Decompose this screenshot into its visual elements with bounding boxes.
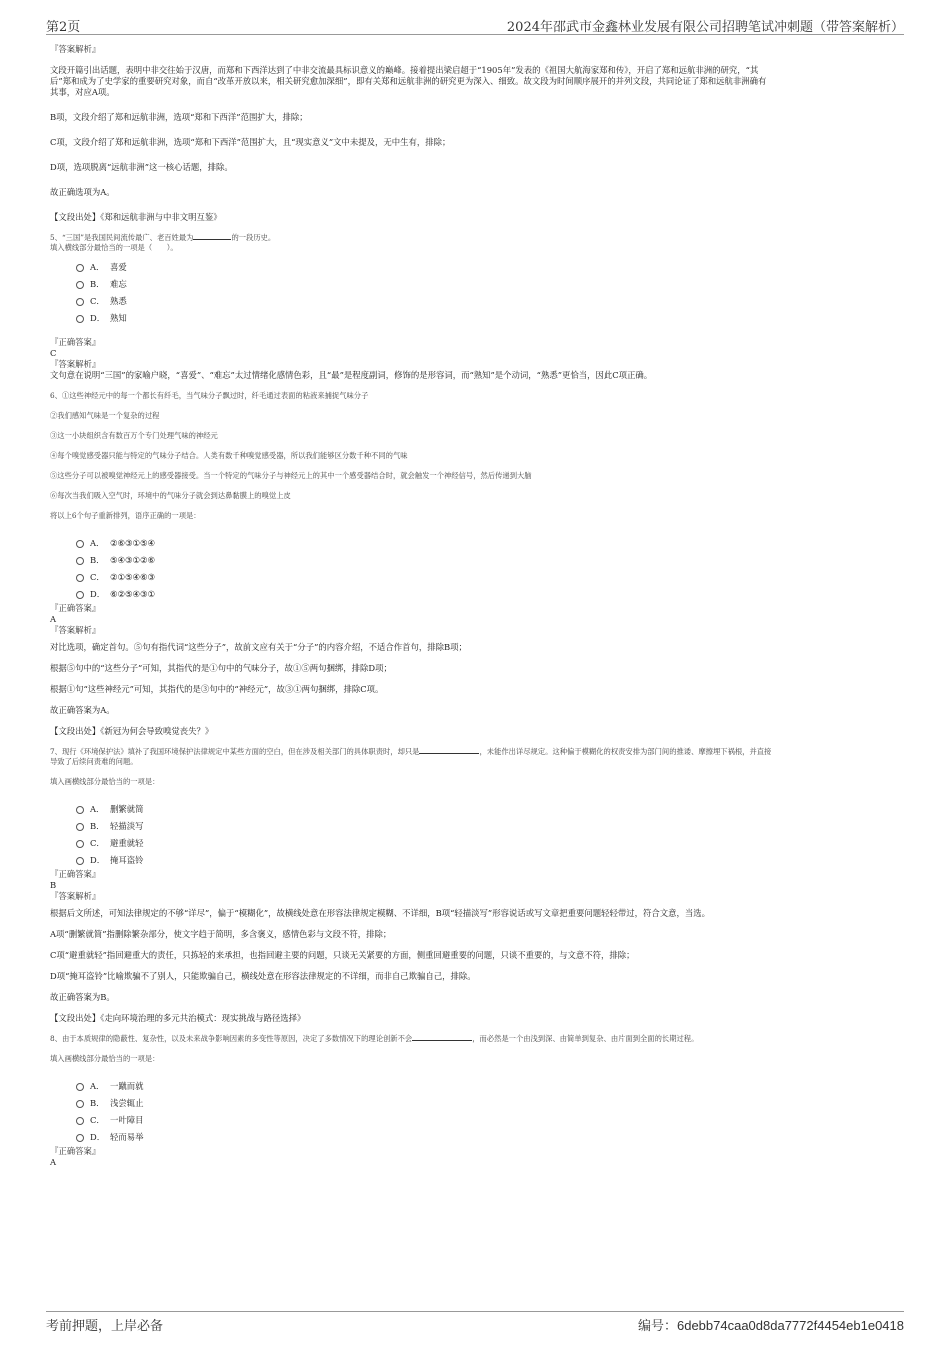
option-item[interactable]: A． 删繁就简: [50, 801, 892, 818]
radio-icon[interactable]: [76, 591, 84, 599]
correct-answer: C: [50, 348, 57, 358]
option-list: [50, 801, 892, 869]
correct-answer: B: [50, 880, 57, 890]
analysis-text: A项“删繁就简”指删除繁杂部分，使文字趋于简明，多含褒义，感情色彩与文段不符，排除；: [50, 929, 392, 939]
analysis-text: C项，文段介绍了郑和远航非洲，选项“郑和下西洋”范围扩大，且“现实意义”文中未提及，无中生有，排除；: [50, 137, 451, 147]
fill-blank: [193, 239, 231, 240]
correct-answer-label: 『正确答案』: [50, 1146, 101, 1156]
radio-icon[interactable]: [76, 823, 84, 831]
analysis-text: D项，选项脱离“远航非洲”这一核心话题，排除。: [50, 162, 233, 172]
analysis-text: 后”郑和成为了史学家的重要研究对象，而自“改革开放以来，相关研究愈加深细”，即有关郑和远航非洲的研究更为深入、细致。故文段为时间顺序展开的并列文段，共同论证了郑和远航非洲确有: [50, 76, 767, 86]
analysis-text: 根据后文所述，可知法律规定的不够“详尽”，偏于“模糊化”，故横线处意在形容法律规定模糊、不详细，B项“轻描淡写”形容说话或写文章把重要问题轻轻带过，符合文意，当选。: [50, 908, 710, 918]
correct-answer: A: [50, 1157, 57, 1167]
analysis-text: B项，文段介绍了郑和远航非洲，选项“郑和下西洋”范围扩大，排除；: [50, 112, 308, 122]
option-item[interactable]: C． 避重就轻: [50, 835, 892, 852]
answer-analysis-label: 『答案解析』: [50, 44, 101, 54]
question-instruction: 将以上6个句子重新排列，语序正确的一项是：: [50, 511, 201, 520]
radio-icon[interactable]: [76, 315, 84, 323]
page-number: 第2页: [46, 20, 81, 35]
answer-analysis-label: 『答案解析』: [50, 359, 101, 369]
conclusion: 故正确选项为A。: [50, 187, 115, 197]
option-item[interactable]: B． ⑤④③①②⑥: [50, 552, 892, 569]
question-stem: 7、现行《环境保护法》填补了我国环境保护法律规定中某些方面的空白，但在涉及相关部门的具体职责时，却只是 ，未能作出详尽规定。这种偏于模糊化的权责安排为部门间的推诿、摩擦埋下祸根，并直接: [50, 747, 772, 756]
question-stem: 导致了后续问责难的问题。: [50, 757, 138, 766]
option-item[interactable]: B． 轻描淡写: [50, 818, 892, 835]
radio-icon[interactable]: [76, 1083, 84, 1091]
option-item[interactable]: C． 熟悉: [50, 293, 892, 310]
radio-icon[interactable]: [76, 1100, 84, 1108]
option-item[interactable]: A． 一蹴而就: [50, 1078, 892, 1095]
radio-icon[interactable]: [76, 264, 84, 272]
correct-answer-label: 『正确答案』: [50, 869, 101, 879]
fill-blank: [419, 753, 479, 754]
question-stem: 8、由于本质规律的隐蔽性、复杂性，以及未来战争影响因素的多变性等原因，决定了多数情况下的理论创新不会 ，而必然是一个由浅到深、由简单到复杂、由片面到全面的长期过程。: [50, 1034, 699, 1043]
correct-answer-label: 『正确答案』: [50, 603, 101, 613]
radio-icon[interactable]: [76, 540, 84, 548]
radio-icon[interactable]: [76, 281, 84, 289]
document-body: [50, 44, 892, 1168]
document-title: 2024年邵武市金鑫林业发展有限公司招聘笔试冲刺题（带答案解析）: [506, 20, 904, 35]
radio-icon[interactable]: [76, 298, 84, 306]
analysis-text: 其事，对应A项。: [50, 87, 115, 97]
analysis-text: D项“掩耳盗铃”比喻欺骗不了别人，只能欺骗自己，横线处意在形容法律规定的不详细，而非自己欺骗自己，排除。: [50, 971, 476, 981]
question-stem: 5、“三国”是我国民间流传最广、老百姓最为 的一段历史。: [50, 233, 276, 242]
option-list: [50, 259, 892, 327]
sentence: ③这一小块组织含有数百万个专门处理气味的神经元: [50, 431, 218, 440]
page-header: [46, 16, 904, 35]
option-list: [50, 535, 892, 603]
analysis-text: C项“避重就轻”指回避重大的责任，只拣轻的来承担，也指回避主要的问题，只谈无关紧要的方面，侧重回避重要的问题，只谈不重要的，与文意不符，排除；: [50, 950, 635, 960]
analysis-text: 文句意在说明“三国”的家喻户晓，“喜爱”、“难忘”太过情绪化感情色彩，且“最”是程度副词，修饰的是形容词，而“熟知”是个动词，“熟悉”更恰当，因此C项正确。: [50, 370, 653, 380]
option-item[interactable]: A． 喜爱: [50, 259, 892, 276]
analysis-text: 文段开篇引出话题，表明中非交往始于汉唐，而郑和下西洋达到了中非交流最具标识意义的巅峰。接着提出梁启超于“1905年”发表的《祖国大航海家郑和传》，开启了郑和远航非洲的研究，“其: [50, 65, 759, 75]
question-instruction: 填入画横线部分最恰当的一项是：: [50, 777, 160, 786]
sentence: ⑥每次当我们吸入空气时，环境中的气味分子就会到达鼻黏膜上的嗅觉上皮: [50, 491, 291, 500]
option-list: [50, 1078, 892, 1146]
option-item[interactable]: D． 熟知: [50, 310, 892, 327]
analysis-text: 对比选项，确定首句。⑤句有指代词“这些分子”，故前文应有关于“分子”的内容介绍，不适合作首句，排除B项；: [50, 642, 467, 652]
radio-icon[interactable]: [76, 574, 84, 582]
fill-blank: [412, 1040, 472, 1041]
question-instruction: 填入画横线部分最恰当的一项是：: [50, 1054, 160, 1063]
sentence: 6、①这些神经元中的每一个都长有纤毛，当气味分子飘过时，纤毛通过表面的粘液来捕捉气味分子: [50, 391, 369, 400]
correct-answer: A: [50, 614, 57, 624]
page-footer: [46, 1311, 904, 1332]
sentence: ②我们感知气味是一个复杂的过程: [50, 411, 160, 420]
option-item[interactable]: D． 掩耳盗铃: [50, 852, 892, 869]
analysis-text: 根据⑤句中的“这些分子”可知，其指代的是①句中的气味分子，故①⑤两句捆绑，排除D项；: [50, 663, 392, 673]
option-item[interactable]: A． ②⑥③①⑤④: [50, 535, 892, 552]
conclusion: 故正确答案为A。: [50, 705, 115, 715]
radio-icon[interactable]: [76, 857, 84, 865]
answer-analysis-label: 『答案解析』: [50, 625, 101, 635]
source-citation: 【文段出处】《新冠为何会导致嗅觉丧失？》: [50, 726, 214, 736]
option-item[interactable]: C． 一叶障目: [50, 1112, 892, 1129]
radio-icon[interactable]: [76, 557, 84, 565]
answer-analysis-label: 『答案解析』: [50, 891, 101, 901]
radio-icon[interactable]: [76, 806, 84, 814]
source-citation: 【文段出处】《郑和远航非洲与中非文明互鉴》: [50, 212, 222, 222]
option-item[interactable]: B． 浅尝辄止: [50, 1095, 892, 1112]
correct-answer-label: 『正确答案』: [50, 337, 101, 347]
sentence: ④每个嗅觉感受器只能与特定的气味分子结合。人类有数千种嗅觉感受器，所以我们能够区分数千种不同的气味: [50, 451, 408, 460]
radio-icon[interactable]: [76, 840, 84, 848]
option-item[interactable]: B． 难忘: [50, 276, 892, 293]
conclusion: 故正确答案为B。: [50, 992, 115, 1002]
option-item[interactable]: D． 轻而易举: [50, 1129, 892, 1146]
document-code: 编号：6debb74caa0d8da7772f4454eb1e0418: [637, 1318, 904, 1333]
footer-slogan: 考前押题，上岸必备: [46, 1319, 164, 1334]
radio-icon[interactable]: [76, 1134, 84, 1142]
source-citation: 【文段出处】《走向环境治理的多元共治模式：现实挑战与路径选择》: [50, 1013, 306, 1023]
radio-icon[interactable]: [76, 1117, 84, 1125]
option-item[interactable]: C． ②①⑤④⑥③: [50, 569, 892, 586]
analysis-text: 根据①句“这些神经元”可知，其指代的是③句中的“神经元”，故③①两句捆绑，排除C项。: [50, 684, 384, 694]
question-instruction: 填入横线部分最恰当的一项是（ ）。: [50, 243, 178, 252]
sentence: ⑤这些分子可以被嗅觉神经元上的感受器接受。当一个特定的气味分子与神经元上的其中一个感受器结合时，就会触发一个神经信号，然后传递到大脑: [50, 471, 532, 480]
option-item[interactable]: D． ⑥②⑤④③①: [50, 586, 892, 603]
